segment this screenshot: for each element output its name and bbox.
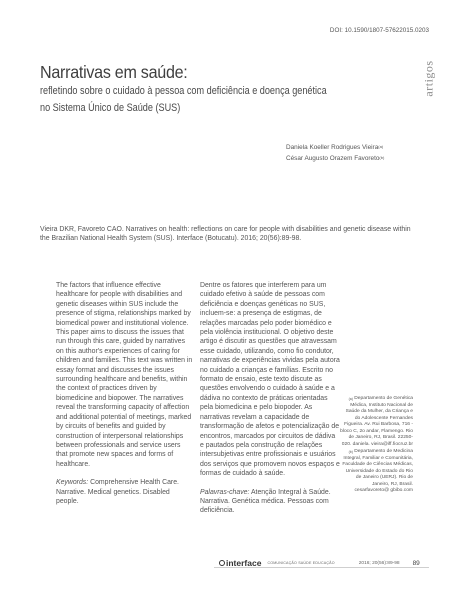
affiliation-mark: (b) bbox=[348, 450, 353, 454]
affiliation-text: Departamento de Medicina Integral, Familiar e Comunitária, Faculdade de Ciências Médicas, Universidade do Estado do Rio de Janeiro (UERJ). Rio de Janeiro, RJ, Brasil. cesarfavoreto@ gbibo.com bbox=[342, 449, 413, 493]
affiliation-item bbox=[340, 396, 413, 448]
article-subtitle-line-2: no Sistema Único de Saúde (SUS) bbox=[40, 102, 181, 114]
journal-name: COMUNICAÇÃO SAÚDE EDUCAÇÃO bbox=[267, 561, 335, 565]
citation: Vieira DKR, Favoreto CAO. Narratives on health: reflections on care for people with disabilities and genetic disease within the Brazilian National Health System (SUS). Interface (Botucatu). 2016; 20(56):89-98. bbox=[40, 226, 411, 243]
logo-circle-icon bbox=[219, 560, 225, 566]
keywords-english bbox=[56, 478, 193, 506]
author bbox=[286, 155, 384, 162]
section-label-text: artigos bbox=[421, 59, 436, 97]
keywords-english-list: Comprehensive Health Care. Narrative. Medical genetics. Disabled people. bbox=[56, 479, 179, 505]
author-mark: (a) bbox=[378, 144, 384, 149]
journal-logo bbox=[219, 558, 261, 568]
article-title: Narrativas em saúde: bbox=[40, 62, 188, 82]
keywords-portuguese bbox=[200, 488, 340, 516]
keywords-portuguese-label: Palavras-chave: bbox=[200, 488, 250, 496]
abstract-portuguese bbox=[200, 281, 340, 516]
page-number: 89 bbox=[412, 559, 420, 567]
author-mark: (b) bbox=[379, 155, 385, 160]
author-name: César Augusto Orazem Favoreto bbox=[286, 155, 380, 162]
keywords-english-label: Keywords: bbox=[56, 479, 89, 487]
affiliations bbox=[340, 396, 413, 496]
abstract-english-text: The factors that influence effective healthcare for people with disabilities and genetic diseases within SUS include the presence of stigma, relationships marked by biomedical power and institutional violence. This paper aims to discuss the issues that run through this care, guided by narratives on this author's experiences of caring for children and families. This text was written in essay format and discusses the issues surrounding healthcare and benefits, within the context of practices driven by biomedicine and biopower. The narratives reveal the transforming capacity of affection and additional potential of meetings, marked by circuits of benefits and guided by construction of interpersonal relationships between professionals and service users that promote new spaces and forms of healthcare. bbox=[56, 282, 193, 468]
author bbox=[286, 144, 383, 151]
section-label bbox=[419, 55, 439, 101]
author-name: Daniela Koeller Rodrigues Vieira bbox=[286, 144, 379, 151]
keywords-portuguese-list: Atenção Integral à Saúde. Narrativa. Genética médica. Pessoas com deficiência. bbox=[200, 488, 331, 515]
page-footer bbox=[219, 558, 420, 568]
issue-reference: 2016; 20(56):89-98 bbox=[358, 560, 400, 566]
affiliation-mark: (a) bbox=[348, 397, 353, 401]
abstract-portuguese-text: Dentre os fatores que interferem para um cuidado efetivo à saúde de pessoas com deficiência e doenças genéticas no SUS, incluem-se: a presença de estigmas, de relações marcadas pelo poder biomédico e pela violência institucional. O objetivo deste artigo é discutir as questões que atravessam esse cuidado, utilizando, como fio condutor, narrativas de experiências vividas pela autora no cuidado a crianças e famílias. Escrito no formato de ensaio, este texto discute as questões envolvendo o cuidado à saúde e a dádiva no contexto de práticas orientadas pela biomedicina e pelo biopoder. As narrativas revelam a capacidade de transformação de afetos e potencialização de encontros, marcados por circuitos de dádiva e pautados pela construção de relações intersubjetivas entre profissionais e usuários dos serviços que promovem novos espaços e formas de cuidado à saúde. bbox=[200, 282, 340, 478]
affiliation-item bbox=[340, 449, 413, 495]
article-subtitle-line-1: refletindo sobre o cuidado à pessoa com deficiência e doença genética bbox=[40, 85, 327, 97]
doi: DOI: 10.1590/1807-57622015.0203 bbox=[329, 27, 429, 34]
journal-logo-text: interface bbox=[226, 558, 262, 568]
abstract-english bbox=[56, 281, 193, 506]
affiliation-text: Departamento de Genética Médica, Instituto Nacional de Saúde da Mulher, da Criança e do Adolescente Fernandes Figueira. Av. Rui Barbosa, 716 - bloco C, 2o andar, Flamengo. Rio de Janeiro, RJ, Brasil. 22250-020. daniela. vieira@iff.fiocruz.br bbox=[340, 396, 413, 447]
